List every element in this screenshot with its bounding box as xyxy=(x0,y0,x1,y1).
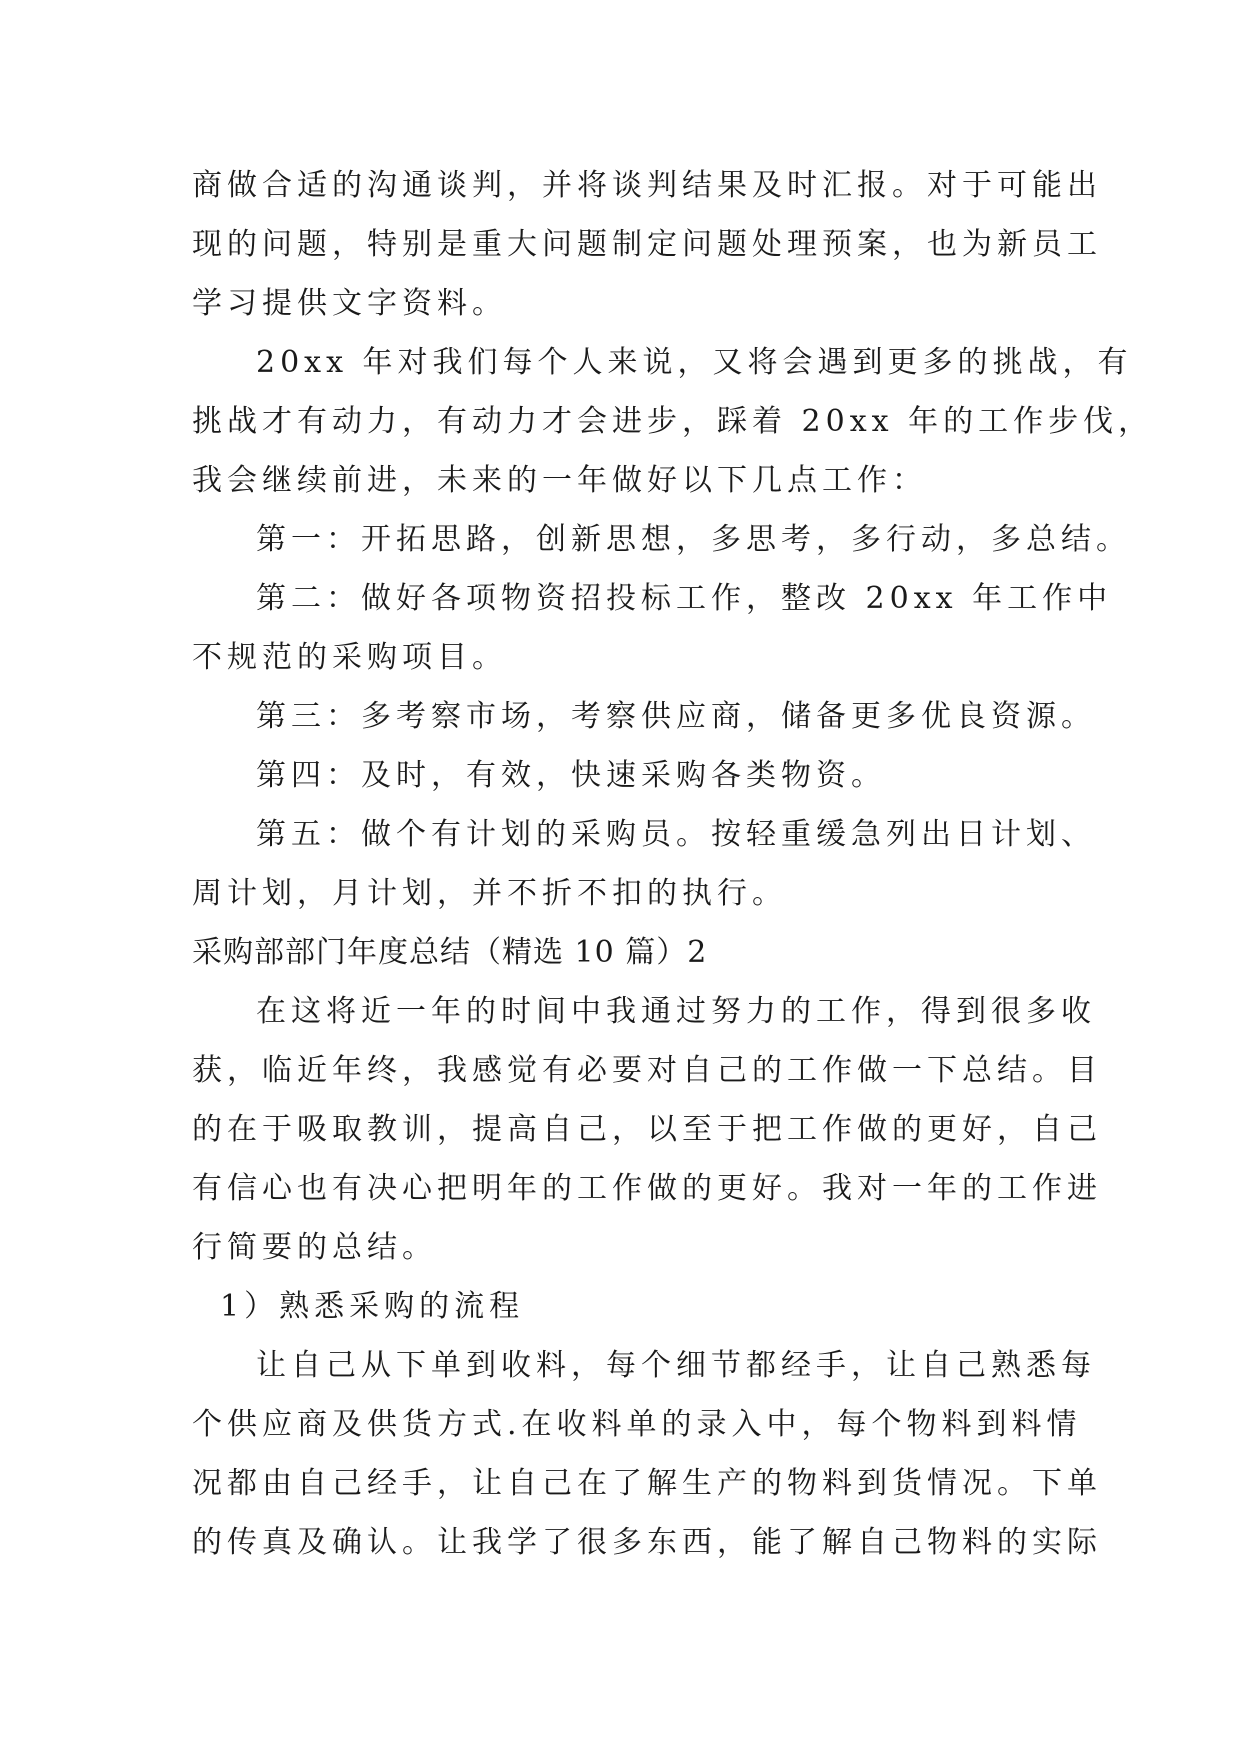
text-line: 我会继续前进，未来的一年做好以下几点工作： xyxy=(192,463,927,498)
text-line: 不规范的采购项目。 xyxy=(192,640,507,675)
text-line: 学习提供文字资料。 xyxy=(192,286,507,321)
text-line: 第三：多考察市场，考察供应商，储备更多优良资源。 xyxy=(256,699,1096,734)
text-line: 挑战才有动力，有动力才会进步，踩着 20xx 年的工作步伐， xyxy=(192,404,1154,439)
text-line: 让自己从下单到收料，每个细节都经手，让自己熟悉每 xyxy=(256,1348,1096,1383)
text-line: 个供应商及供货方式.在收料单的录入中，每个物料到料情 xyxy=(192,1407,1082,1442)
text-line: 有信心也有决心把明年的工作做的更好。我对一年的工作进 xyxy=(192,1171,1102,1206)
text-line: 的在于吸取教训，提高自己，以至于把工作做的更好，自己 xyxy=(192,1112,1102,1147)
text-line: 行简要的总结。 xyxy=(192,1230,437,1265)
text-line: 第二：做好各项物资招投标工作，整改 20xx 年工作中 xyxy=(256,581,1113,616)
text-line: 周计划，月计划，并不折不扣的执行。 xyxy=(192,876,787,911)
text-line: 现的问题，特别是重大问题制定问题处理预案，也为新员工 xyxy=(192,227,1102,262)
text-line: 在这将近一年的时间中我通过努力的工作，得到很多收 xyxy=(256,994,1096,1029)
text-line: 20xx 年对我们每个人来说，又将会遇到更多的挑战，有 xyxy=(256,345,1133,380)
document-body xyxy=(192,156,1154,1572)
text-line: 第一：开拓思路，创新思想，多思考，多行动，多总结。 xyxy=(256,522,1131,557)
section-heading: 采购部部门年度总结（精选 10 篇）2 xyxy=(192,935,708,970)
text-line: 的传真及确认。让我学了很多东西，能了解自己物料的实际 xyxy=(192,1525,1102,1560)
text-line: 商做合适的沟通谈判，并将谈判结果及时汇报。对于可能出 xyxy=(192,168,1102,203)
text-line: 况都由自己经手，让自己在了解生产的物料到货情况。下单 xyxy=(192,1466,1102,1501)
text-line: 1）熟悉采购的流程 xyxy=(220,1289,525,1324)
text-line: 获，临近年终，我感觉有必要对自己的工作做一下总结。目 xyxy=(192,1053,1102,1088)
text-line: 第四：及时，有效，快速采购各类物资。 xyxy=(256,758,886,793)
text-line: 第五：做个有计划的采购员。按轻重缓急列出日计划、 xyxy=(256,817,1096,852)
